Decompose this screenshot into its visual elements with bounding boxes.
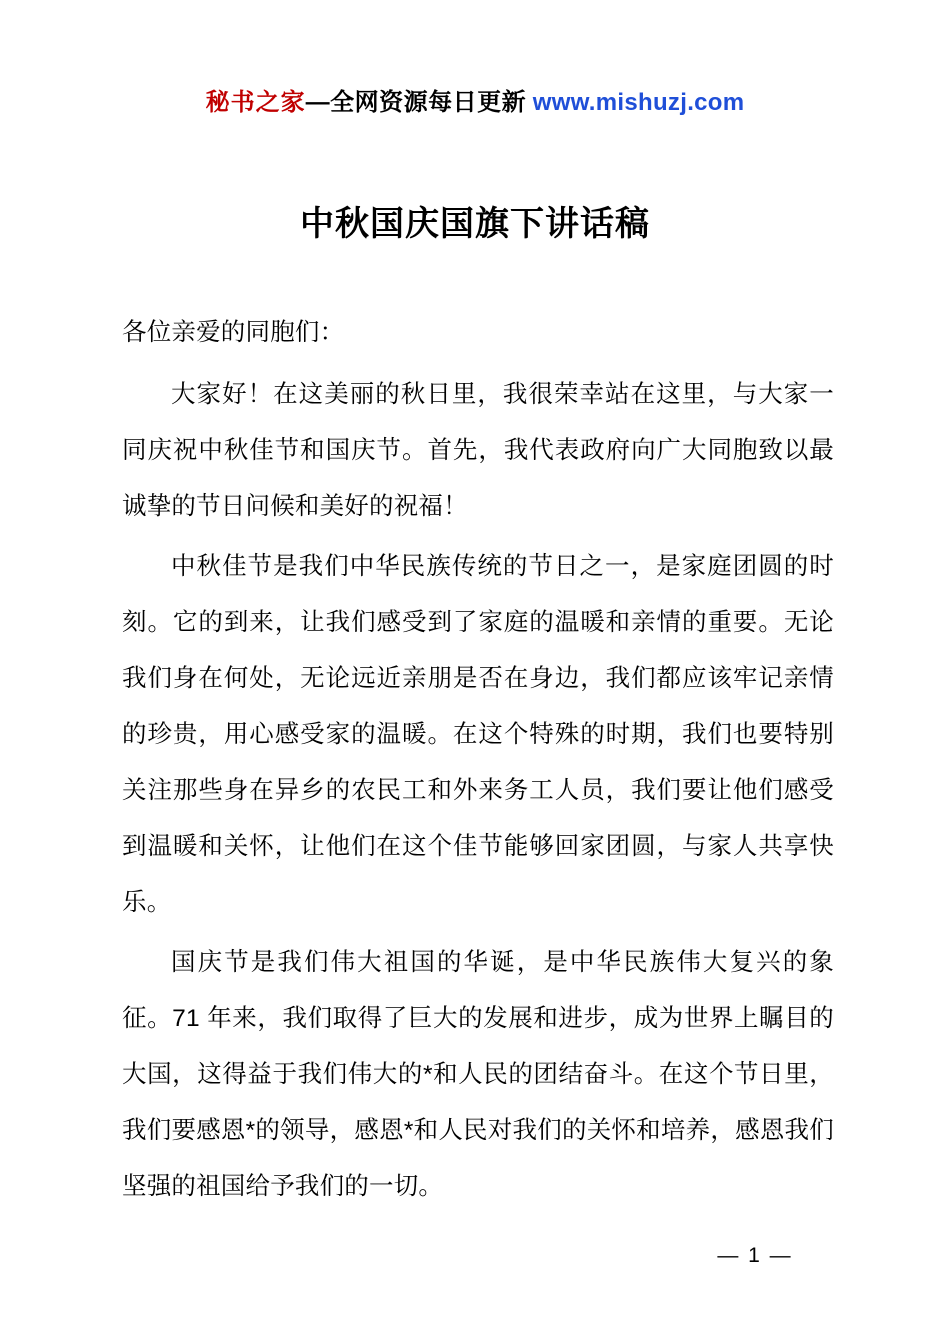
paragraph-2: 中秋佳节是我们中华民族传统的节日之一，是家庭团圆的时刻。它的到来，让我们感受到了家庭的温暖和亲情的重要。无论我们身在何处，无论远近亲朋是否在身边，我们都应该牢记亲情的珍贵，用心感受家的温暖。在这个特殊的时期，我们也要特别关注那些身在异乡的农民工和外来务工人员，我们要让他们感受到温暖和关怀，让他们在这个佳节能够回家团圆，与家人共享快乐。 bbox=[122, 553, 834, 916]
paragraph-salutation: 各位亲爱的同胞们： bbox=[122, 319, 345, 346]
site-tagline-label: —全网资源每日更新 bbox=[305, 89, 527, 116]
page-number: — 1 — bbox=[717, 1244, 793, 1267]
paragraph-1: 大家好！在这美丽的秋日里，我很荣幸站在这里，与大家一同庆祝中秋佳节和国庆节。首先，我代表政府向广大同胞致以最诚挚的节日问候和美好的祝福！ bbox=[122, 381, 834, 520]
page-title: 中秋国庆国旗下讲话稿 bbox=[300, 204, 650, 243]
site-url-link[interactable]: www.mishuzj.com bbox=[532, 89, 745, 116]
document-body bbox=[122, 305, 834, 1219]
site-watermark-header bbox=[0, 88, 950, 118]
paragraph-3: 国庆节是我们伟大祖国的华诞，是中华民族伟大复兴的象征。71 年来，我们取得了巨大的发展和进步，成为世界上瞩目的大国，这得益于我们伟大的*和人民的团结奋斗。在这个节日里，我们要感恩*的领导，感恩*和人民对我们的关怀和培养，感恩我们坚强的祖国给予我们的一切。 bbox=[122, 949, 834, 1200]
page-footer bbox=[0, 1244, 950, 1268]
site-brand-label: 秘书之家 bbox=[205, 89, 306, 116]
